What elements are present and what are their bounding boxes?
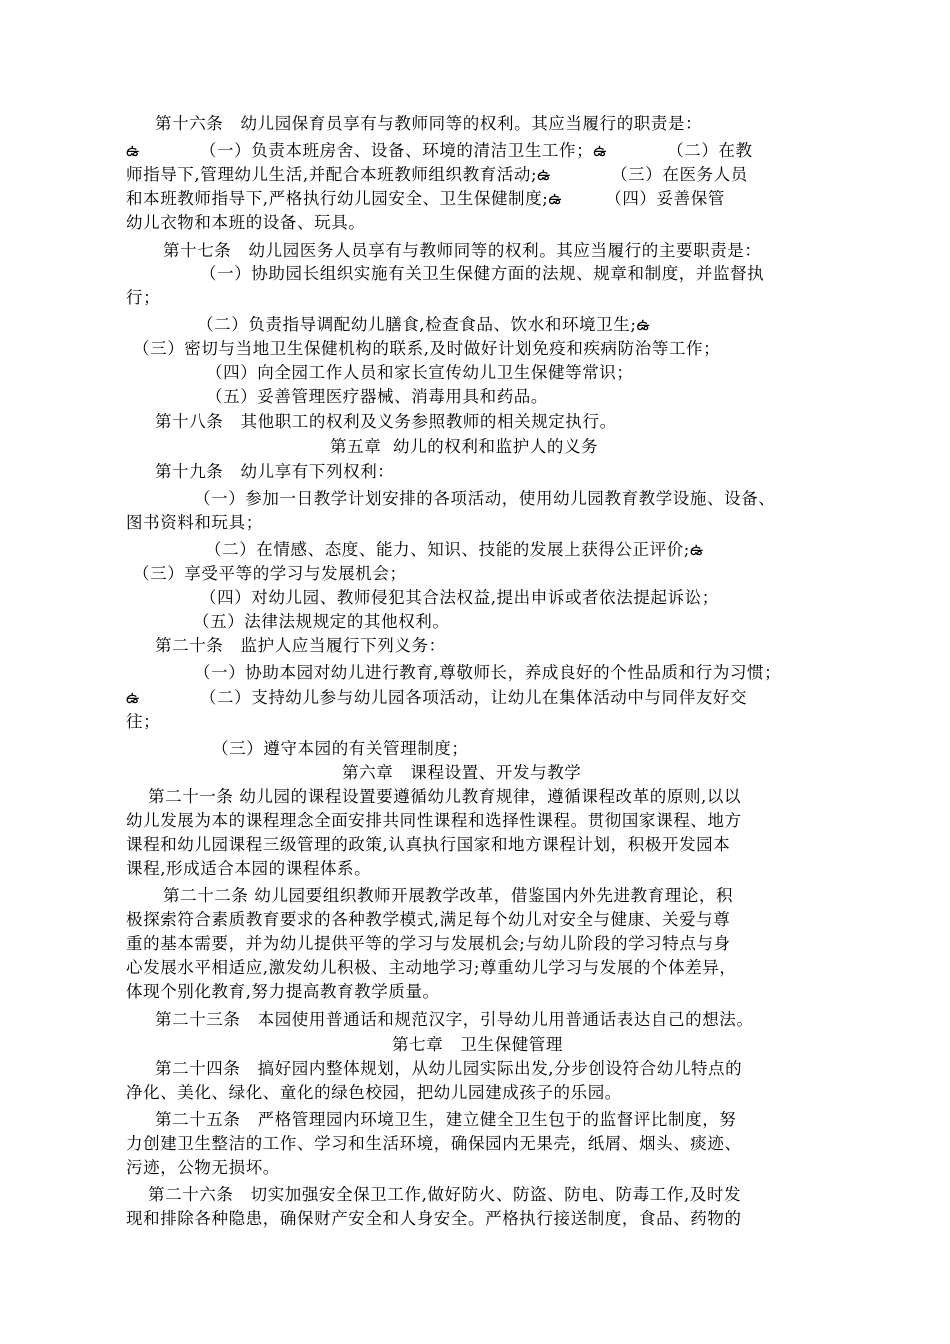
text-line: 往； [126, 712, 161, 731]
text-line: 第二十二条 幼儿园要组织教师开展教学改革，借鉴国内外先进教育理论，积 [163, 886, 734, 905]
text-line: 图书资料和玩具； [126, 513, 263, 532]
text-line: 第十八条 其他职工的权利及义务参照教师的相关规定执行。 [155, 412, 617, 431]
text-line: 第十九条 幼儿享有下列权利： [155, 462, 395, 481]
text-line: 课程,形成适合本园的课程体系。 [126, 859, 372, 878]
text-line: 第二十五条 严格管理园内环境卫生，建立健全卫生包于的监督评比制度，努 [155, 1110, 737, 1129]
text-line: （五）妥善管理医疗器械、消毒用具和药品。 [206, 387, 548, 406]
text-line: （三）密切与当地卫生保健机构的联系,及时做好计划免疫和疾病防治等工作； [133, 339, 721, 358]
text-line: （一）协助园长组织实施有关卫生保健方面的法规、规章和制度，并监督执 [200, 264, 765, 283]
text-line: ఉ （二）支持幼儿参与幼儿园各项活动，让幼儿在集体活动中与同伴友好交 [126, 688, 748, 707]
text-line: 力创建卫生整洁的工作、学习和生活环境，确保园内无果壳，纸屑、烟头、痰迹、 [126, 1134, 742, 1153]
text-line: 第二十一条 幼儿园的课程设置要遵循幼儿教育规律，遵循课程改革的原则,以以 [148, 787, 742, 806]
chapter-heading: 第五章 幼儿的权利和监护人的义务 [330, 437, 599, 456]
text-line: ఉ （一）负责本班房舍、设备、环境的清洁卫生工作；ఉ （二）在教 [126, 141, 753, 160]
text-line: （三）遵守本园的有关管理制度； [212, 739, 469, 758]
text-line: 现和排除各种隐患，确保财产安全和人身安全。严格执行接送制度，食品、药物的 [126, 1209, 742, 1228]
text-line: 第二十四条 搞好园内整体规划，从幼儿园实际出发,分步创设符合幼儿特点的 [155, 1059, 743, 1078]
text-line: 重的基本需要，并为幼儿提供平等的学习与发展机会;与幼儿阶段的学习特点与身 [126, 934, 731, 953]
text-line: 极探索符合素质教育要求的各种教学模式,满足每个幼儿对安全与健康、关爱与尊 [126, 910, 731, 929]
text-line: 第二十三条 本园使用普通话和规范汉字，引导幼儿用普通话表达自己的想法。 [155, 1010, 754, 1029]
text-line: 第十六条 幼儿园保育员享有与教师同等的权利。其应当履行的职责是： [155, 114, 703, 133]
chapter-heading: 第六章 课程设置、开发与教学 [342, 763, 582, 782]
chapter-heading: 第七章 卫生保健管理 [392, 1035, 563, 1054]
text-line: 心发展水平相适应,激发幼儿积极、主动地学习;尊重幼儿学习与发展的个体差异， [126, 958, 737, 977]
text-line: 体现个别化教育,努力提高教育教学质量。 [126, 982, 440, 1001]
text-line: 幼儿衣物和本班的设备、玩具。 [126, 213, 366, 232]
text-line: （二）在情感、态度、能力、知识、技能的发展上获得公正评价;ఉ [205, 540, 704, 559]
text-line: 幼儿发展为本的课程理念全面安排共同性课程和选择性课程。贯彻国家课程、地方 [126, 811, 742, 830]
text-line: （三）享受平等的学习与发展机会； [133, 564, 407, 583]
text-line: 净化、美化、绿化、童化的绿色校园，把幼儿园建成孩子的乐园。 [126, 1083, 622, 1102]
text-line: 污迹，公物无损坏。 [126, 1158, 280, 1177]
text-line: （一）参加一日教学计划安排的各项活动，使用幼儿园教育教学设施、设备、 [194, 489, 776, 508]
text-line: （四）对幼儿园、教师侵犯其合法权益,提出申诉或者依法提起诉讼； [200, 588, 719, 607]
text-line: （五）法律法规规定的其他权利。 [193, 612, 450, 631]
text-line: 课程和幼儿园课程三级管理的政策,认真执行国家和地方课程计划，积极开发园本 [126, 835, 731, 854]
text-line: 第二十六条 切实加强安全保卫工作,做好防火、防盗、防电、防毒工作,及时发 [148, 1185, 742, 1204]
text-line: （四）向全园工作人员和家长宣传幼儿卫生保健等常识； [206, 363, 634, 382]
text-line: （二）负责指导调配幼儿膳食,检查食品、饮水和环境卫生;ఉ [197, 315, 651, 334]
text-line: 师指导下,管理幼儿生活,并配合本班教师组织教育活动;ఉ （三）在医务人员 [126, 165, 748, 184]
text-line: 和本班教师指导下,严格执行幼儿园安全、卫生保健制度;ఉ （四）妥善保管 [126, 189, 725, 208]
text-line: （一）协助本园对幼儿进行教育,尊敬师长，养成良好的个性品质和行为习惯； [194, 663, 782, 682]
text-line: 第十七条 幼儿园医务人员享有与教师同等的权利。其应当履行的主要职责是： [163, 241, 762, 260]
text-line: 第二十条 监护人应当履行下列义务： [155, 636, 446, 655]
text-line: 行； [126, 288, 161, 307]
